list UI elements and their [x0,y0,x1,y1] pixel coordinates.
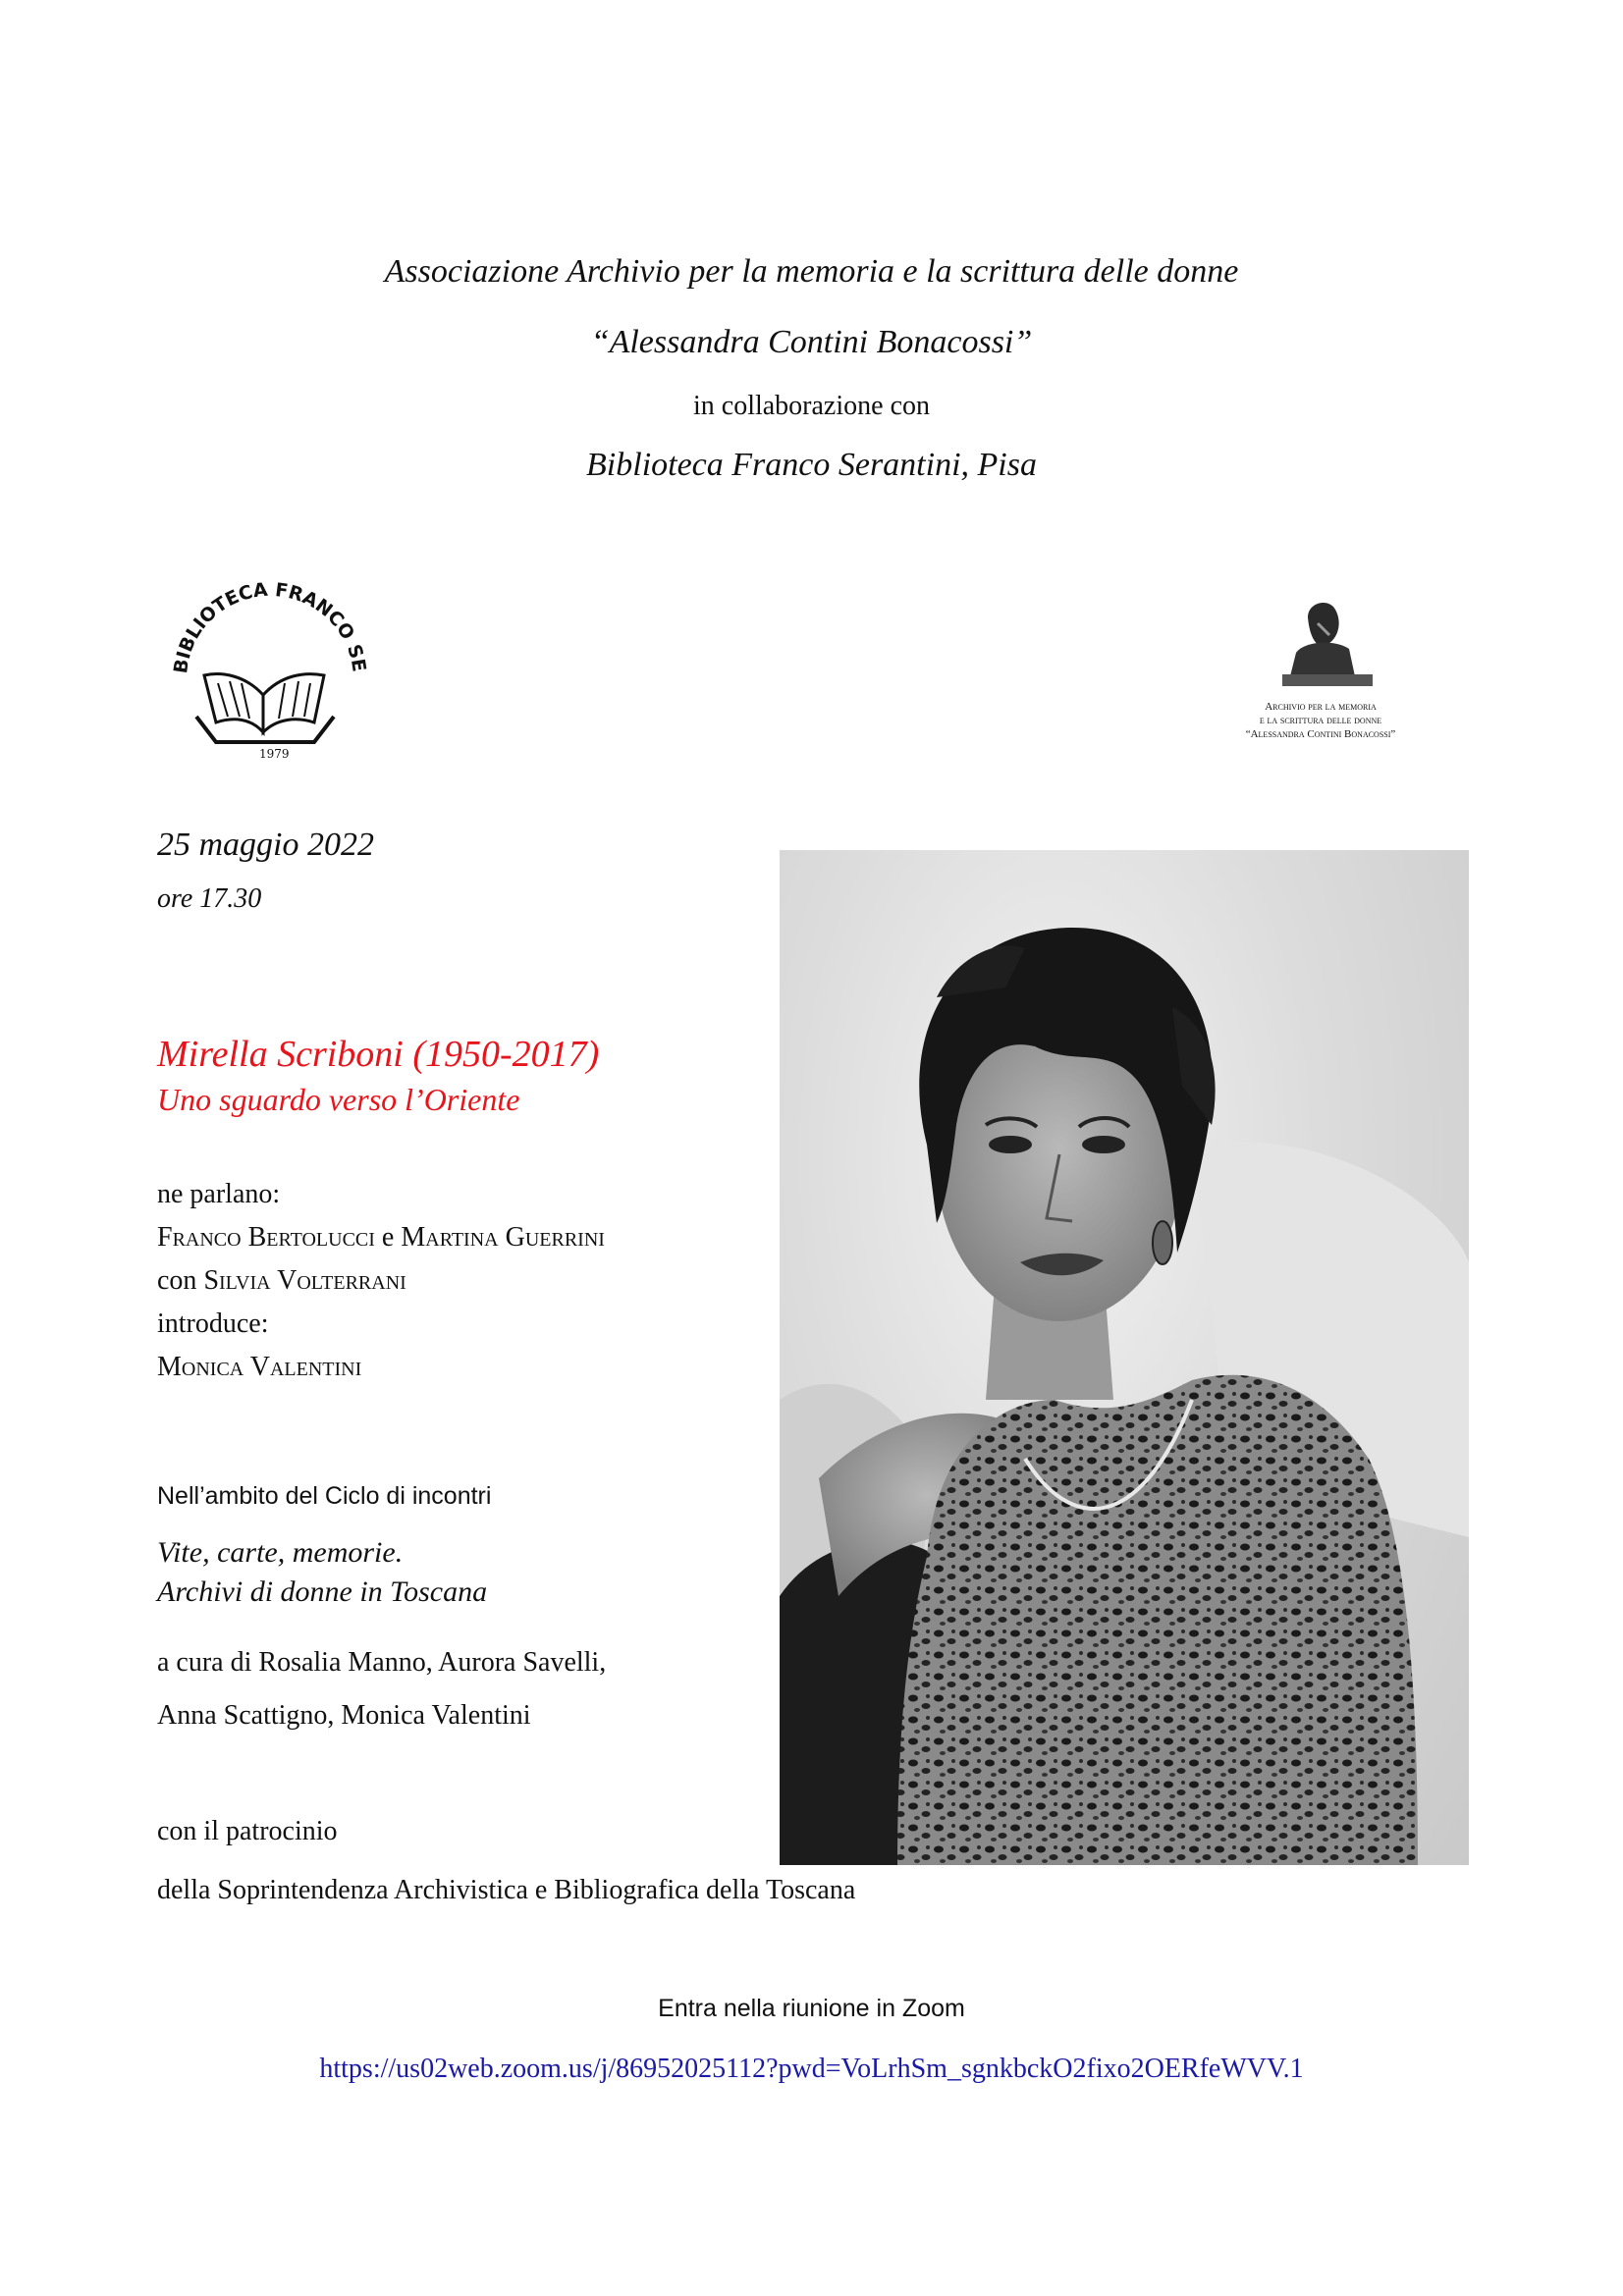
biblioteca-logo-text: BIBLIOTECA FRANCO SE [170,578,370,675]
series-title [157,1533,487,1612]
curators-line2: Anna Scattigno, Monica Valentini [157,1700,531,1731]
biblioteca-logo [157,569,373,766]
event-subtitle: Uno sguardo verso l’Oriente [157,1082,520,1117]
collaboration-text: in collaborazione con [692,391,930,421]
patronage-line2: della Soprintendenza Archivistica e Bibliografica della Toscana [157,1875,856,1905]
archivio-caption-line3: “Alessandra Contini Bonacossi” [1245,728,1396,740]
speakers-conjunction: e [381,1222,395,1253]
event-time: ore 17.30 [157,883,262,914]
archivio-caption-line1: Archivio per la memoria [1265,701,1377,713]
series-title-line2: Archivi di donne in Toscana [157,1575,488,1608]
speakers-con: con [157,1265,197,1296]
curators-line1: a cura di Rosalia Manno, Aurora Savelli, [157,1647,607,1678]
library-heading: Biblioteca Franco Serantini, Pisa [586,447,1037,483]
series-title-line1: Vite, carte, memorie. [157,1536,404,1569]
event-date: 25 maggio 2022 [157,827,374,863]
association-heading: Associazione Archivio per la memoria e la scrittura delle donne [384,253,1239,290]
introduce-label: introduce: [157,1308,269,1339]
speakers-label: ne parlano: [157,1179,281,1209]
zoom-link[interactable]: https://us02web.zoom.us/j/86952025112?pwd=VoLrhSm_sgnkbckO2fixo2OERfeWVV.1 [319,2054,1304,2084]
series-label: Nell’ambito del Ciclo di incontri [157,1482,492,1510]
speakers-block [157,1173,605,1389]
speaker-silvia-volterrani: Silvia Volterrani [203,1265,406,1296]
speakers-line1 [157,1216,605,1259]
archivio-logo [1227,584,1414,761]
patronage-line1: con il patrocinio [157,1816,338,1846]
speaker-martina-guerrini: Martina Guerrini [401,1222,605,1253]
speakers-line2 [157,1259,605,1303]
zoom-label: Entra nella riunione in Zoom [658,1995,965,2022]
introducer-monica-valentini: Monica Valentini [157,1352,362,1382]
portrait-photo [780,850,1469,1865]
association-name: “Alessandra Contini Bonacossi” [590,324,1033,360]
event-title: Mirella Scriboni (1950-2017) [157,1034,600,1075]
biblioteca-logo-year: 1979 [259,747,290,761]
archivio-caption-line2: e la scrittura delle donne [1259,715,1382,726]
speaker-franco-bertolucci: Franco Bertolucci [157,1222,375,1253]
